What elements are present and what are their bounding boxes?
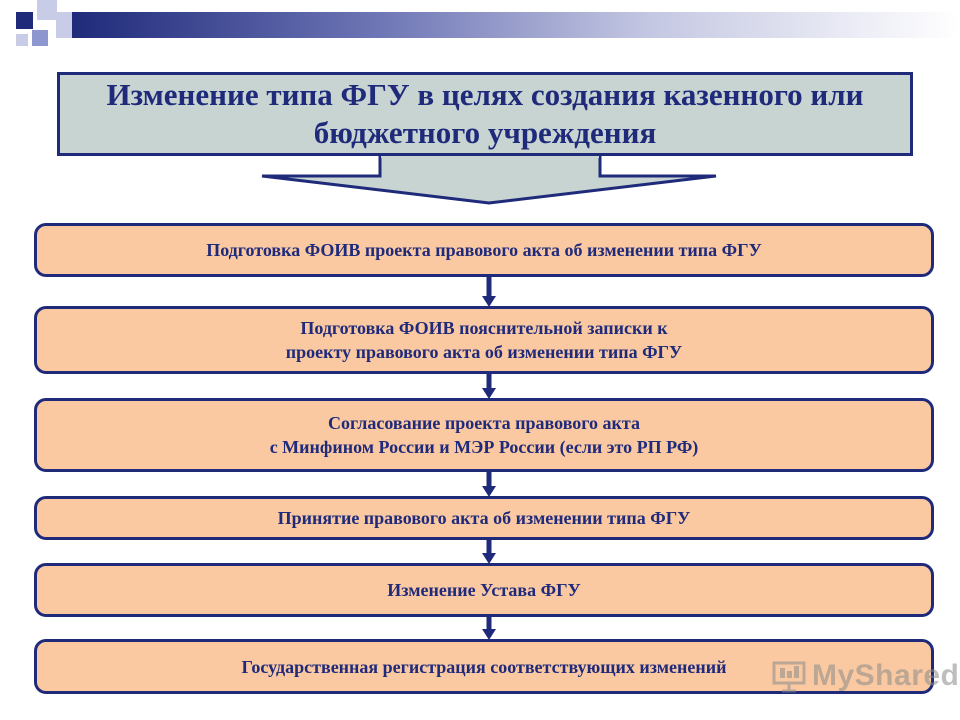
step-line: Изменение Устава ФГУ [387, 580, 581, 600]
step-box [34, 398, 934, 472]
step-box [34, 496, 934, 540]
step-text [387, 578, 580, 602]
step-line: Государственная регистрация соответствующих изменений [241, 656, 727, 677]
step-line: Согласование проекта правового акта [328, 413, 640, 433]
slideshow-icon [772, 659, 808, 693]
step-text [270, 411, 699, 459]
step-text [242, 655, 727, 679]
step-text [286, 316, 682, 364]
step-box [34, 223, 934, 277]
step-box [34, 306, 934, 374]
step-box [34, 563, 934, 617]
step-line: Подготовка ФОИВ проекта правового акта об изменении типа ФГУ [206, 240, 762, 260]
step-line: Принятие правового акта об изменении типа ФГУ [277, 508, 691, 528]
step-text [206, 238, 762, 262]
watermark-text: MyShared [812, 659, 960, 692]
watermark [772, 656, 959, 696]
step-line: Подготовка ФОИВ пояснительной записки к [300, 318, 668, 338]
page-title: Изменение типа ФГУ в целях создания казенного или бюджетного учреждения [106, 77, 864, 150]
step-text [278, 506, 691, 530]
step-line: с Минфином России и МЭР России (если это РП РФ) [269, 437, 699, 457]
step-line: проекту правового акта об изменении типа ФГУ [285, 342, 683, 362]
